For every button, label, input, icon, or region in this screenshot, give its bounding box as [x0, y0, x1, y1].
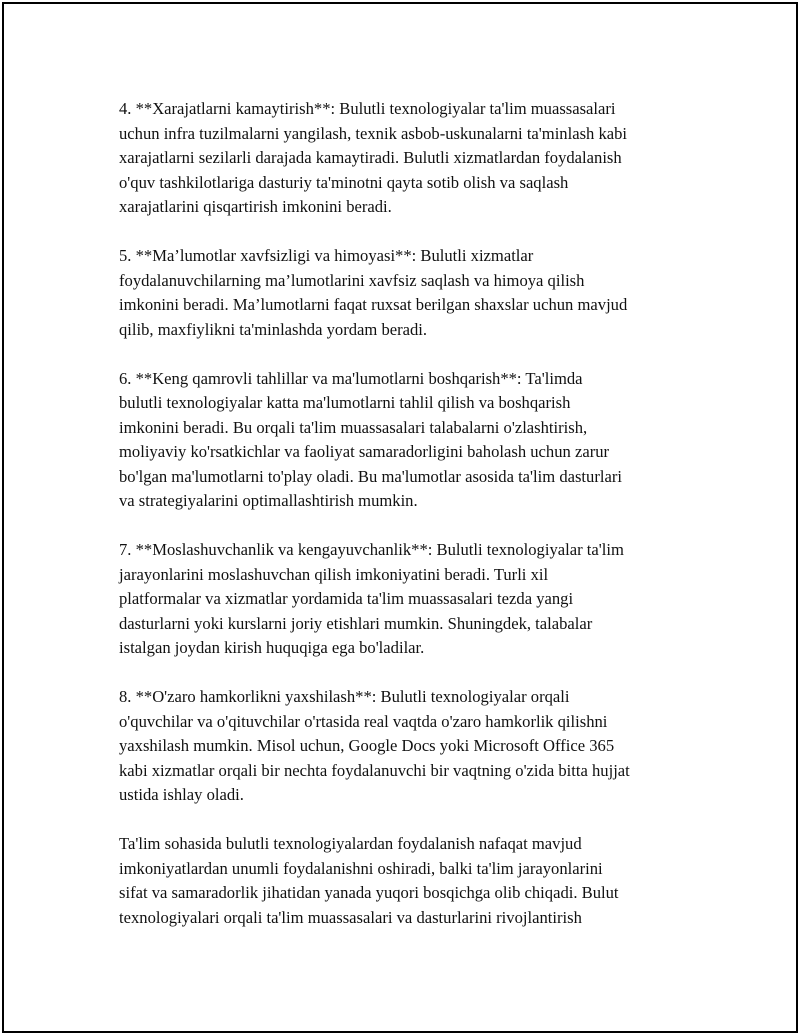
text-line: 6. **Keng qamrovli tahlillar va ma'lumotlarni boshqarish**: Ta'limda — [119, 368, 583, 388]
text-line: yaxshilash mumkin. Misol uchun, Google Docs yoki Microsoft Office 365 — [119, 736, 615, 755]
text-line: Ta'lim sohasida bulutli texnologiyalardan foydalanish nafaqat mavjud — [119, 834, 582, 853]
text-line: imkoniyatlardan unumli foydalanishni oshiradi, balki ta'lim jarayonlarini — [119, 858, 603, 878]
text-line: dasturlarni yoki kurslarni joriy etishlari mumkin. Shuningdek, talabalar — [119, 613, 593, 633]
text-line: o'quvchilar va o'qituvchilar o'rtasida real vaqtda o'zaro hamkorlik qilishni — [119, 711, 608, 731]
document-body — [119, 97, 691, 930]
text-line: ustida ishlay oladi. — [119, 785, 244, 804]
paragraph-point-8 — [119, 685, 691, 808]
text-line: xarajatlarini qisqartirish imkonini beradi. — [119, 197, 392, 216]
text-line: imkonini beradi. Ma’lumotlarni faqat ruxsat berilgan shaxslar uchun mavjud — [119, 295, 628, 314]
paragraph-point-7 — [119, 538, 691, 661]
text-line: va strategiyalarini optimallashtirish mumkin. — [119, 491, 418, 510]
paragraph-conclusion — [119, 832, 691, 930]
paragraph-point-4 — [119, 97, 691, 220]
text-line: sifat va samaradorlik jihatidan yanada yuqori bosqichga olib chiqadi. Bulut — [119, 883, 619, 902]
text-line: istalgan joydan kirish huquqiga ega bo'ladilar. — [119, 638, 425, 657]
document-page — [2, 2, 798, 1033]
text-line: 5. **Ma’lumotlar xavfsizligi va himoyasi**: Bulutli xizmatlar — [119, 246, 534, 265]
text-line: texnologiyalari orqali ta'lim muassasalari va dasturlarini rivojlantirish — [119, 907, 582, 927]
text-line: bulutli texnologiyalar katta ma'lumotlarni tahlil qilish va boshqarish — [119, 393, 571, 412]
text-line: o'quv tashkilotlariga dasturiy ta'minotni qayta sotib olish va saqlash — [119, 172, 569, 192]
paragraph-point-6 — [119, 367, 691, 514]
text-line: jarayonlarini moslashuvchan qilish imkoniyatini beradi. Turli xil — [119, 564, 549, 584]
text-line: 8. **O'zaro hamkorlikni yaxshilash**: Bulutli texnologiyalar orqali — [119, 687, 570, 706]
text-line: 4. **Xarajatlarni kamaytirish**: Bulutli texnologiyalar ta'lim muassasalari — [119, 99, 616, 118]
text-line: 7. **Moslashuvchanlik va kengayuvchanlik**: Bulutli texnologiyalar ta'lim — [119, 540, 624, 559]
text-line: imkonini beradi. Bu orqali ta'lim muassasalari talabalarni o'zlashtirish, — [119, 417, 588, 437]
text-line: moliyaviy ko'rsatkichlar va faoliyat samaradorligini baholash uchun zarur — [119, 442, 610, 461]
text-line: qilib, maxfiylikni ta'minlashda yordam beradi. — [119, 319, 428, 339]
text-line: platformalar va xizmatlar yordamida ta'lim muassasalari tezda yangi — [119, 589, 574, 608]
paragraph-point-5 — [119, 244, 691, 342]
text-line: bo'lgan ma'lumotlarni to'play oladi. Bu ma'lumotlar asosida ta'lim dasturlari — [119, 466, 622, 486]
text-line: xarajatlarni sezilarli darajada kamaytiradi. Bulutli xizmatlardan foydalanish — [119, 148, 622, 167]
text-line: kabi xizmatlar orqali bir nechta foydalanuvchi bir vaqtning o'zida bitta hujjat — [119, 760, 630, 780]
text-line: uchun infra tuzilmalarni yangilash, texnik asbob-uskunalarni ta'minlash kabi — [119, 123, 628, 143]
text-line: foydalanuvchilarning ma’lumotlarini xavfsiz saqlash va himoya qilish — [119, 270, 585, 290]
